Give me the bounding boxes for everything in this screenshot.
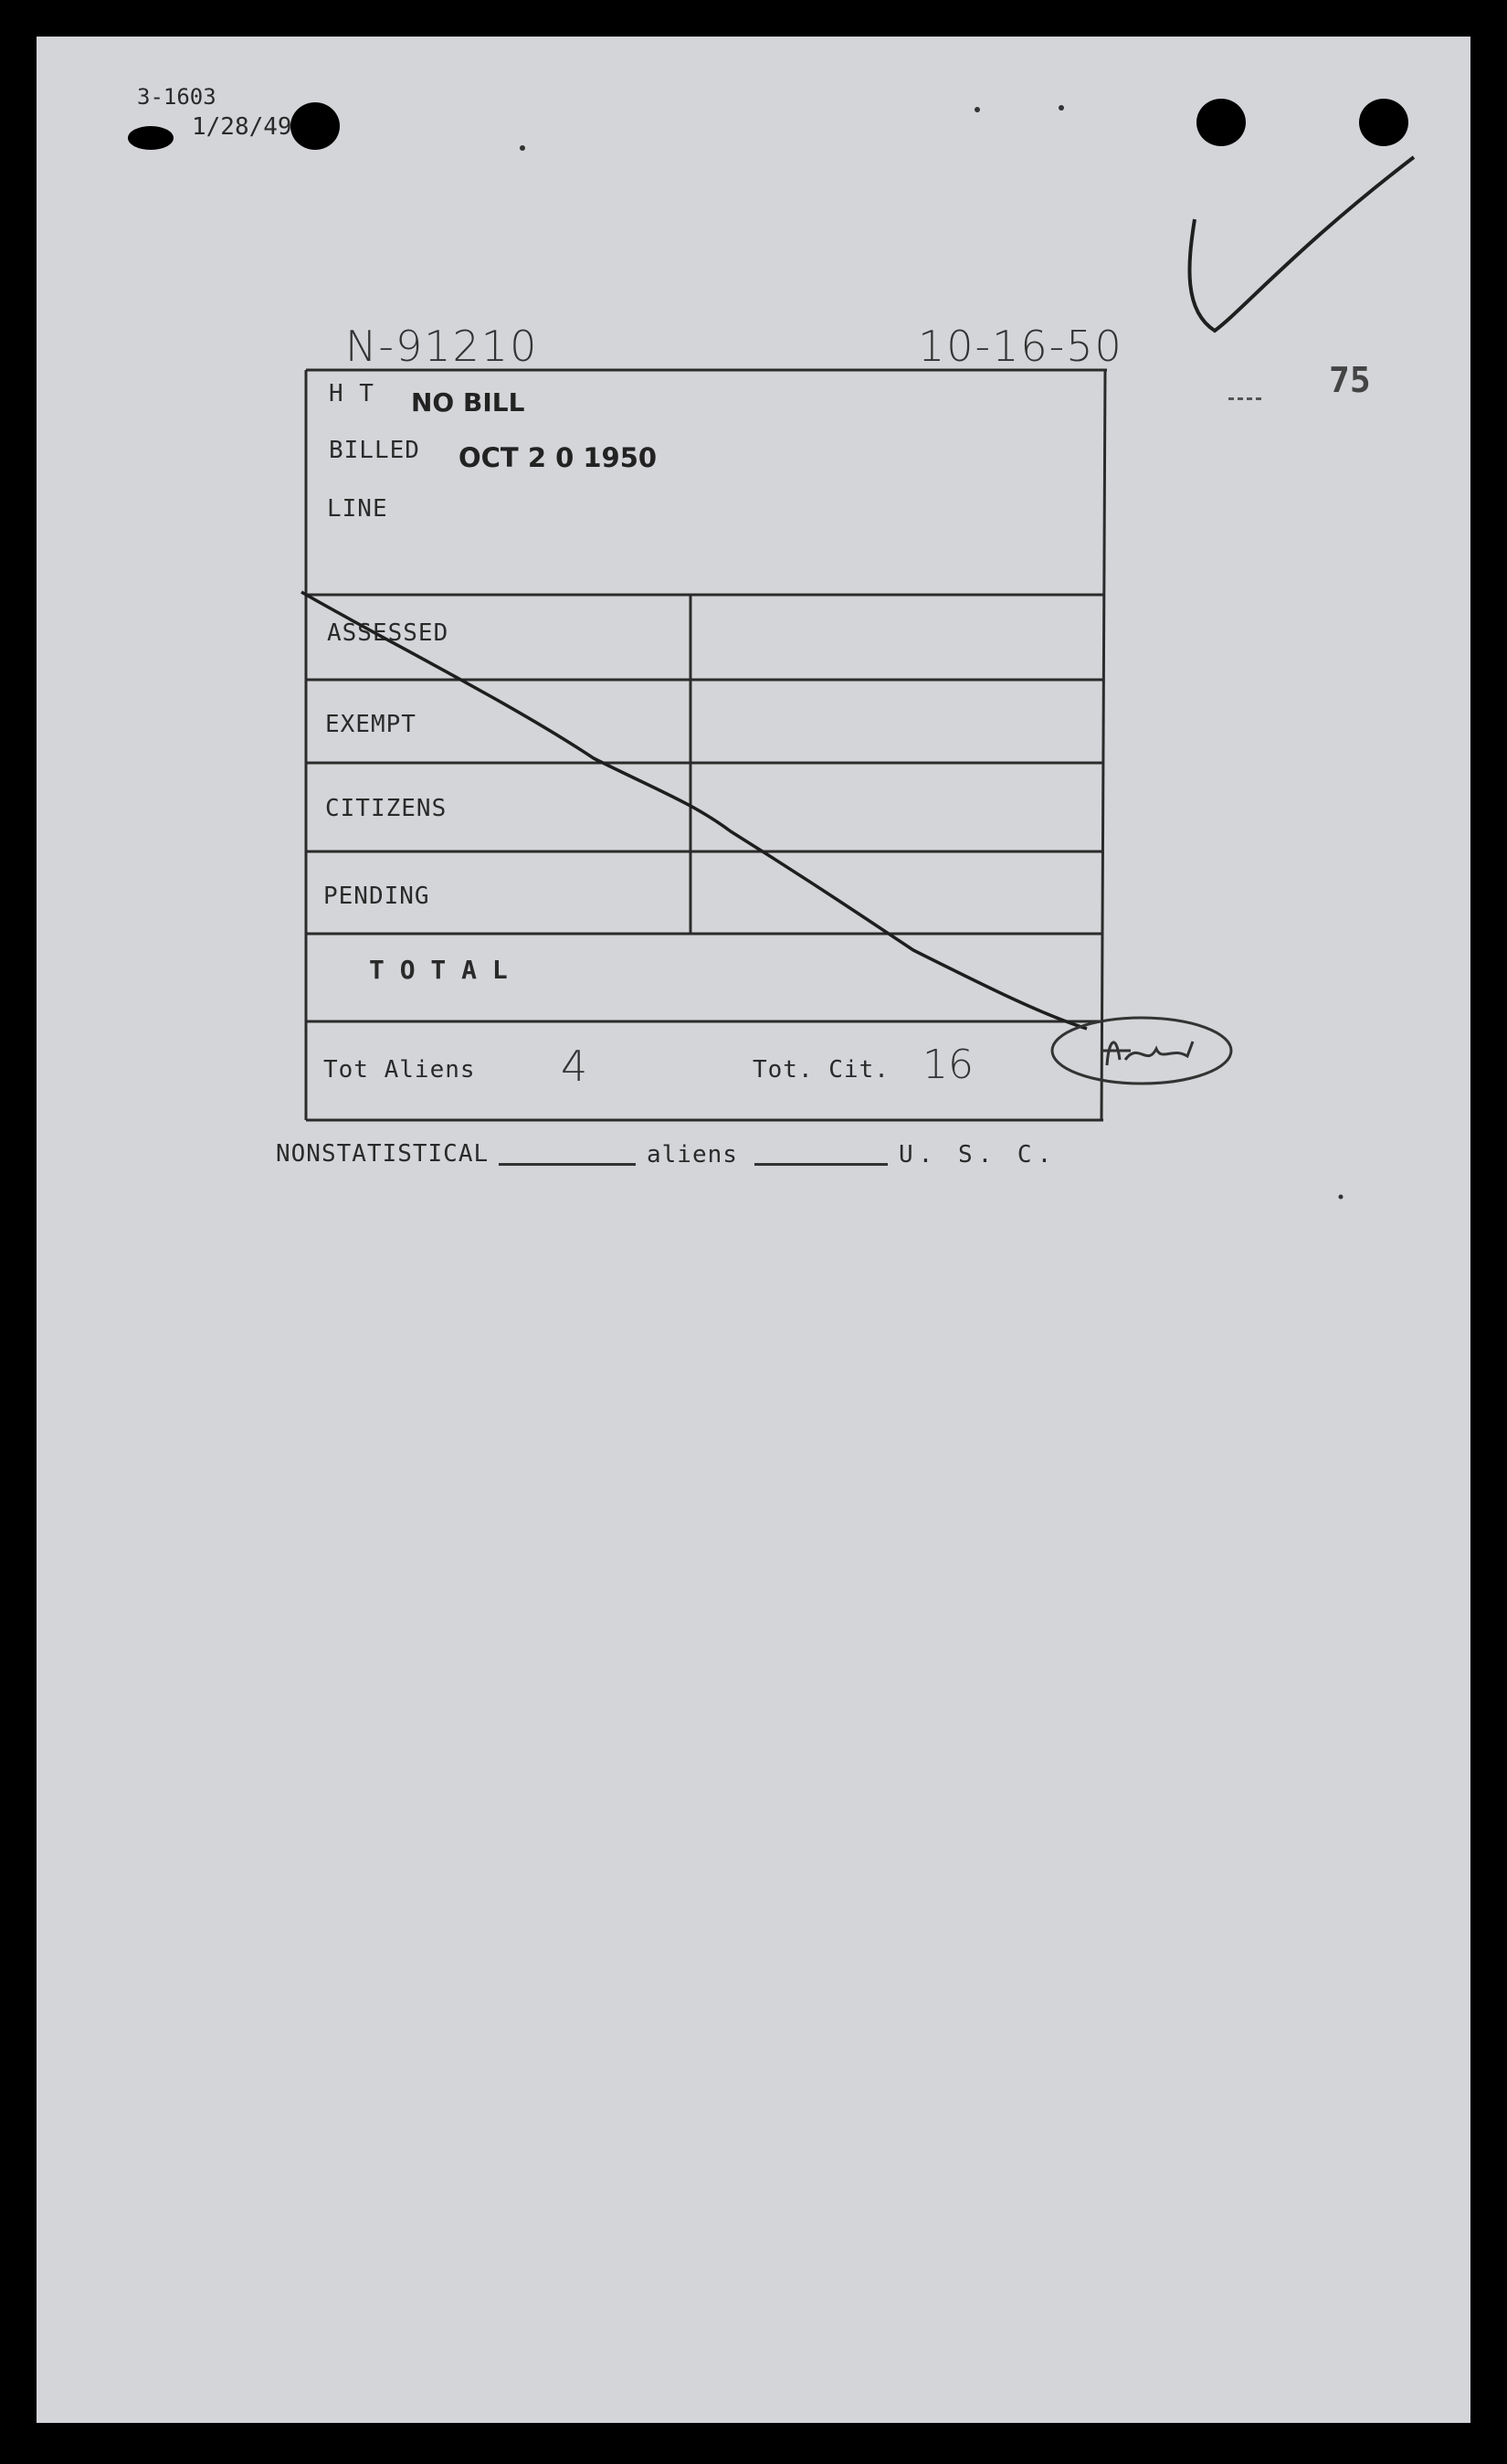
row-label-assessed: ASSESSED (327, 619, 449, 647)
binder-hole-right-2 (1359, 99, 1408, 146)
ht-label: H T (329, 380, 374, 407)
tot-aliens-value: 4 (561, 1042, 588, 1091)
page-number: 75 (1329, 360, 1371, 400)
line-label: LINE (327, 495, 388, 523)
dash-mark (1228, 397, 1261, 400)
usc-label: U. S. C. (899, 1141, 1058, 1169)
file-number: N-91210 (345, 322, 539, 371)
tot-aliens-label: Tot Aliens (323, 1056, 476, 1084)
tot-cit-value: 16 (922, 1042, 974, 1088)
binder-hole-left (290, 102, 340, 150)
aliens-blank (754, 1163, 888, 1166)
nonstatistical-blank (499, 1163, 636, 1166)
binder-hole-right-1 (1196, 99, 1246, 146)
punch-mark-left (128, 126, 174, 150)
document-page (37, 37, 1470, 2423)
form-date: 1/28/49 (192, 113, 292, 141)
row-label-citizens: CITIZENS (325, 795, 448, 822)
tot-cit-label: Tot. Cit. (753, 1056, 890, 1084)
row-label-pending: PENDING (323, 883, 430, 910)
nonstatistical-label: NONSTATISTICAL (276, 1140, 490, 1168)
billed-value: OCT 2 0 1950 (458, 442, 658, 473)
billed-label: BILLED (329, 437, 420, 464)
total-label: T O T A L (369, 955, 508, 985)
ht-value: NO BILL (411, 387, 525, 418)
row-label-exempt: EXEMPT (325, 711, 416, 738)
form-number: 3-1603 (137, 84, 216, 110)
aliens-label: aliens (647, 1141, 738, 1169)
form-date-handwritten: 10-16-50 (918, 322, 1123, 371)
